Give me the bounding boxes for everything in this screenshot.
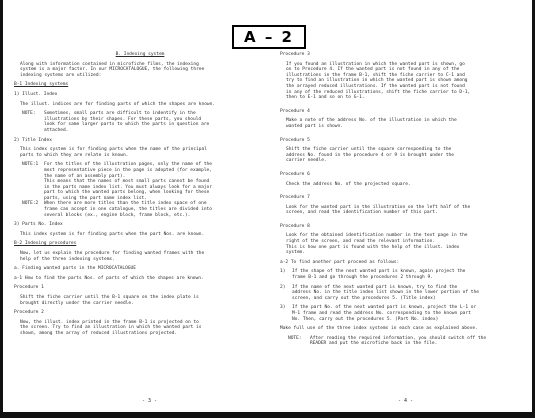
title-index-text: This index system is for finding parts when the name of the principal parts to which they are relate is known. — [20, 147, 207, 158]
note-small-parts: NOTE: Sometimes, small parts are difficult to indentify in the illustrations by their shapes. For these parts, you should look for same larger parts to which the parts in question are attached. — [22, 111, 210, 133]
procedure-8-text: Look for the obtained identification number in the text page in the right of the screen, and read the relevant information. This is how one part is found with the help of the illust. index system. — [286, 233, 468, 256]
procedure-1-title: Procedure 1 — [14, 285, 44, 291]
step-3: 3) If the part No. of the next wanted part is known, project the L-1 or M-1 frame and read the address No. corresponding to the known part No. Then, carry out the procedures 5. (Part No. index) — [280, 305, 477, 322]
item-a2: a-2 To find another part proceed as follows: — [280, 259, 400, 265]
procedure-1-text: Shift the fiche carrier until the B-1 square on the index plate is brought directly under the carrier needle. — [20, 295, 199, 306]
procedure-4-text: Make a note of the address No. of the illustration in which the wanted part is shown. — [286, 118, 457, 129]
procedure-4-title: Procedure 4 — [280, 108, 310, 114]
scan-edge-left — [0, 0, 3, 418]
procedure-8-title: Procedure 8 — [280, 223, 310, 229]
procedure-7-text: Look for the wanted part in the illustration on the left half of the screen, and read the identification number of this part. — [286, 204, 471, 216]
illust-index-text: The illust. indices are for finding parts of which the shapes are known. — [20, 101, 216, 107]
procedure-3-title: Procedure 3 — [280, 52, 310, 57]
b2-text: Now, let us explain the procedure for finding wanted frames with the help of the three indexing systems. — [20, 251, 205, 262]
section-heading: B. Indexing system — [115, 52, 165, 57]
procedure-6-text: Check the address No. of the projected square. — [286, 181, 411, 187]
final-note: NOTE: After reading the required information, you should switch off the READER and put the microfiche back in the file. — [288, 335, 487, 347]
b1-heading: B-1 Indexing systems — [14, 82, 69, 88]
title-index-title: 2) Title Index — [14, 137, 52, 143]
page-label: A – 2 — [232, 25, 306, 49]
parts-index-text: This index system is for finding parts when the part Nos. are known. — [20, 231, 205, 237]
procedure-5-text: Shift the fiche carrier until the square corresponding to the address No. found in the procedure 4 or 9 is brought under the carrier needle. — [286, 147, 454, 164]
right-column — [280, 52, 528, 347]
step-1: 1) If the shape of the next wanted part is known, again project the frame B-1 and go through the procedures 2 through 9. — [280, 269, 466, 281]
note-titles: NOTE:1 For the titles of the illustration pages, only the name of the most representative piece in the page is adopted (for example, the name of an assembly part). This means that the names of most small parts cannot be found in the parts name index list. You must always look for a major part to which the wanted parts belong, when looking for these parts, using the part name index list. — [22, 162, 212, 201]
item-a1: a-1 How to find the parts Nos. of parts of which the shapes are known. — [14, 275, 204, 281]
procedure-3-text: If you found an illustration in which the wanted part is shown, go on to Procedure 4. If the wanted part is not found in any of the illustrations in the frame B-1, shift the fiche carrier to C-1 and try to find an illustration in which the wanted part is shown among the arrayed reduced illustrations. If the wanted part is not found in any of the reduced illustrations, shift the fiche carrier to D-1, then to E-1 and so on to G-1. — [286, 61, 471, 101]
page-number-left: - 3 - — [142, 398, 158, 404]
procedure-2-text: Now, the illust. index printed in the frame B-1 is projected on to the screen. Try to find an illustration in which the wanted part is shown, among the array of reduced illustrations projected. — [20, 319, 202, 336]
illust-index-title: 1) Illust. Index — [14, 91, 58, 97]
procedure-5-title: Procedure 5 — [280, 137, 310, 143]
procedure-2-title: Procedure 2 — [14, 310, 44, 316]
note-blocks: NOTE:2 When there are more titles than the title index space of one frame can accept in one catalogue, the titles are divided into several blocks (ex., engine block, frame block, etc.). — [22, 201, 212, 218]
parts-index-title: 3) Parts No. Index — [14, 222, 63, 228]
closing-text: Make full use of the three index systems in each case as explained above. — [280, 326, 478, 332]
item-a: a. Finding wanted parts in the MICROCATALOGUE — [14, 266, 136, 272]
procedure-7-title: Procedure 7 — [280, 195, 310, 201]
page-number-right: - 4 - — [398, 398, 414, 404]
scan-edge-bottom — [0, 412, 535, 418]
intro-paragraph: Along with information contained in microfiche films, the indexing system is a major factor. In our MICROCATALOGUE, the following three indexing systems are utilized: — [20, 61, 205, 78]
step-2: 2) If the name of the next wanted part is known, try to find the address No. in the title index list shown in the lower portion of the screen, and carry out the procedures 5. (Title index) — [280, 284, 479, 301]
b2-heading: B-2 Indexing procedures — [14, 241, 77, 247]
procedure-6-title: Procedure 6 — [280, 171, 310, 177]
left-column — [14, 52, 266, 337]
